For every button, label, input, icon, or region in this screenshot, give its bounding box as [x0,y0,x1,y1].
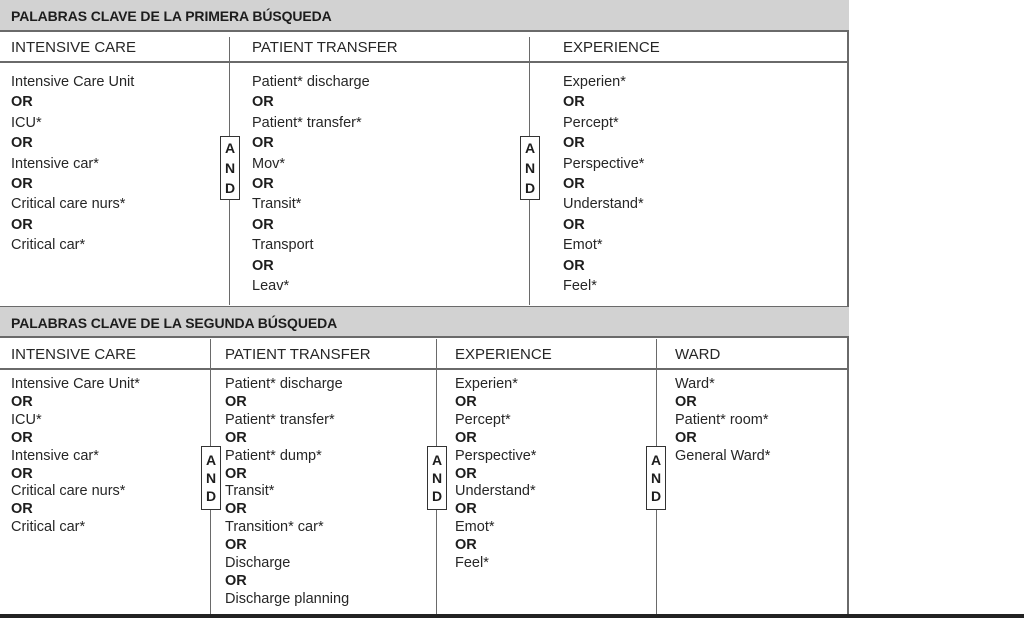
term-list-experience [563,72,644,296]
or-operator: OR [563,94,585,111]
term-list-patient-transfer [225,376,349,609]
search-term: Critical car* [11,519,86,536]
or-operator: OR [563,257,585,274]
search-term: Transition* car* [225,519,324,536]
or-operator: OR [455,537,477,554]
or-operator: OR [252,135,274,152]
and-connector: A N D [427,446,447,510]
term-list-experience [455,376,536,573]
term-list-ward [675,376,770,466]
or-operator: OR [225,393,247,410]
or-operator: OR [11,94,33,111]
or-operator: OR [563,216,585,233]
search-term: General Ward* [675,447,771,464]
or-operator: OR [11,465,33,482]
search-term: Understand* [563,196,644,213]
or-operator: OR [563,135,585,152]
or-operator: OR [252,94,274,111]
search-term: Critical car* [11,237,86,254]
search-term: Mov* [252,155,286,172]
second-search-header [0,306,849,338]
search-term: Feel* [455,555,489,572]
search-term: Experien* [455,376,518,392]
or-operator: OR [11,216,33,233]
and-connector: A N D [520,136,540,200]
search-term: Emot* [563,237,603,254]
search-term: Intensive car* [11,155,99,172]
col-header-ward: WARD [675,346,721,363]
term-list-intensive-care [11,376,140,537]
or-operator: OR [675,429,697,446]
first-search-title: PALABRAS CLAVE DE LA PRIMERA BÚSQUEDA [11,8,332,24]
col-header-intensive-care: INTENSIVE CARE [11,39,137,56]
search-term: Critical care nurs* [11,483,126,500]
or-operator: OR [11,501,33,518]
search-term: Ward* [675,376,715,392]
and-connector: A N D [201,446,221,510]
or-operator: OR [225,429,247,446]
col-header-experience: EXPERIENCE [455,346,552,363]
term-list-patient-transfer [252,72,370,296]
search-term: ICU* [11,411,42,428]
search-term: Percept* [563,114,619,131]
search-term: Discharge planning [225,590,350,607]
search-term: Intensive Care Unit* [11,376,140,392]
search-term: Leav* [252,278,290,295]
or-operator: OR [11,176,33,193]
search-term: Intensive car* [11,447,99,464]
search-term: Perspective* [563,155,645,172]
col-header-patient-transfer: PATIENT TRANSFER [252,39,398,56]
search-term: Intensive Care Unit [11,74,135,90]
search-term: Transit* [225,483,275,500]
search-term: Experien* [563,74,626,90]
col-header-intensive-care: INTENSIVE CARE [11,346,137,363]
search-term: Transport [252,237,314,254]
or-operator: OR [252,257,274,274]
or-operator: OR [455,393,477,410]
search-term: Emot* [455,519,495,536]
search-term: Patient* discharge [225,376,343,392]
search-term: Feel* [563,278,597,295]
search-term: Understand* [455,483,536,500]
term-list-intensive-care [11,72,134,256]
search-term: Critical care nurs* [11,196,126,213]
first-search-header [0,0,849,32]
search-term: ICU* [11,114,42,131]
first-search-column-headers [0,32,849,63]
or-operator: OR [455,429,477,446]
and-connector: A N D [646,446,666,510]
search-term: Patient* transfer* [252,114,362,131]
col-header-experience: EXPERIENCE [563,39,660,56]
search-term: Percept* [455,411,511,428]
search-term: Perspective* [455,447,537,464]
search-term: Transit* [252,196,302,213]
search-term: Discharge [225,555,291,572]
or-operator: OR [675,393,697,410]
or-operator: OR [455,501,477,518]
or-operator: OR [225,465,247,482]
or-operator: OR [563,176,585,193]
col-header-patient-transfer: PATIENT TRANSFER [225,346,371,363]
and-connector: A N D [220,136,240,200]
second-search-column-headers [0,339,849,370]
or-operator: OR [252,216,274,233]
or-operator: OR [11,135,33,152]
or-operator: OR [11,429,33,446]
bottom-rule [0,614,1024,618]
or-operator: OR [225,537,247,554]
or-operator: OR [11,393,33,410]
search-term: Patient* discharge [252,74,370,90]
search-term: Patient* room* [675,411,769,428]
or-operator: OR [252,176,274,193]
search-term: Patient* dump* [225,447,322,464]
search-term: Patient* transfer* [225,411,335,428]
or-operator: OR [225,501,247,518]
second-search-title: PALABRAS CLAVE DE LA SEGUNDA BÚSQUEDA [11,315,338,331]
or-operator: OR [225,572,247,589]
or-operator: OR [455,465,477,482]
